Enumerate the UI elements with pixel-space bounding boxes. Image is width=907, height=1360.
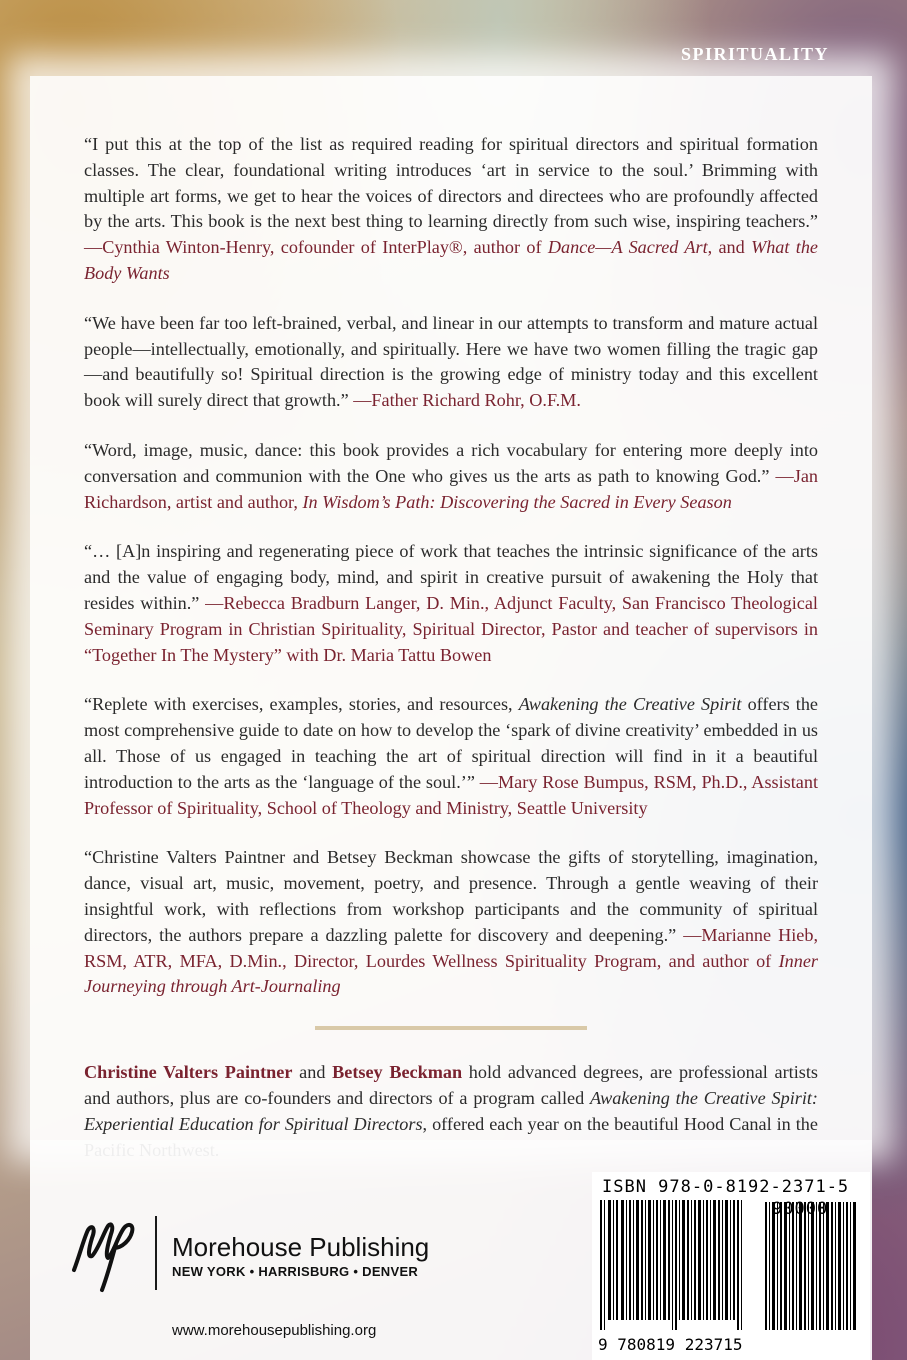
isbn-label: ISBN 978-0-8192-2371-5 bbox=[602, 1177, 850, 1197]
attribution-joiner: , and bbox=[707, 237, 752, 258]
quote-text: “Word, image, music, dance: this book provides a rich vocabulary for entering more deeply into conversation and communion with the One who gives us the arts as path to knowing God.” bbox=[84, 439, 818, 486]
quote-langer bbox=[84, 539, 818, 668]
quote-richardson bbox=[84, 438, 818, 515]
quote-rohr bbox=[84, 311, 818, 414]
quote-attribution: —Rebecca Bradburn Langer, D. Min., Adjunct Faculty, San Francisco Theological Seminary Program in Christian Spirituality, Spiritual Director, Pastor and teacher of supervisors in “Together In The Mystery” with Dr. Maria Tattu Bowen bbox=[84, 592, 818, 665]
book-title: Dance—A Sacred Art bbox=[547, 237, 708, 258]
bio-joiner: and bbox=[292, 1062, 333, 1083]
program-title: Awakening the Creative Spirit: Experiential Education for Spiritual Directors bbox=[84, 1087, 818, 1134]
publisher-cities: NEW YORK • HARRISBURG • DENVER bbox=[172, 1264, 419, 1279]
quote-attribution: —Cynthia Winton-Henry, cofounder of InterPlay®, author of bbox=[84, 237, 548, 258]
quote-winton-henry bbox=[84, 132, 818, 287]
book-title-inline: Awakening the Creative Spirit bbox=[518, 694, 742, 715]
book-title: What the Body Wants bbox=[84, 237, 818, 283]
book-title: Inner Journeying through Art-Journaling bbox=[84, 950, 818, 997]
quote-text: offers the most comprehensive guide to date on how to develop the ‘spark of divine creativity’ embedded in us all. Those of us engaged in teaching the art of spiritual direction will find in it a beautiful introduction to the arts as the ‘language of the soul.’” bbox=[84, 694, 818, 792]
publisher-name: Morehouse Publishing bbox=[172, 1232, 430, 1262]
quote-attribution: —Marianne Hieb, RSM, ATR, MFA, D.Min., Director, Lourdes Wellness Spirituality Program, and author of bbox=[84, 924, 818, 971]
bio-text: hold advanced degrees, are professional artists and authors, plus are co-founders and directors of a program called bbox=[84, 1062, 818, 1108]
quote-text: “We have been far too left-brained, verbal, and linear in our attempts to transform and mature actual people—intellectually, emotionally, and spiritually. Here we have two women filling the tragic gap—and beautifully so! Spiritual direction is the growing edge of ministry today and this excellent book will surely direct that growth.” bbox=[84, 312, 818, 411]
barcode-digits: 9 780819 223715 bbox=[598, 1335, 743, 1354]
quote-attribution: —Jan Richardson, artist and author, bbox=[84, 465, 818, 512]
author-name: Christine Valters Paintner bbox=[84, 1062, 293, 1083]
quote-attribution: —Father Richard Rohr, O.F.M. bbox=[348, 390, 581, 411]
category-label: SPIRITUALITY bbox=[680, 44, 829, 64]
section-divider bbox=[315, 1026, 587, 1030]
logo-separator bbox=[155, 1216, 157, 1290]
quote-text: “Replete with exercises, examples, stories, and resources, bbox=[84, 694, 519, 715]
quote-hieb bbox=[84, 845, 818, 1000]
author-name: Betsey Beckman bbox=[332, 1062, 463, 1083]
quote-text: “Christine Valters Paintner and Betsey Beckman showcase the gifts of storytelling, imagination, dance, visual art, music, movement, poetry, and presence. Through a gentle weaving of their insightful work, with reflections from workshop participants and the community of spiritual directors, the authors prepare a dazzling palette for discovery and deepening.” bbox=[84, 847, 818, 945]
blurb-content bbox=[84, 132, 818, 1163]
quote-attribution: —Mary Rose Bumpus, RSM, Ph.D., Assistant Professor of Spirituality, School of Theology and Ministry, Seattle University bbox=[84, 771, 818, 818]
quote-bumpus bbox=[84, 692, 818, 821]
barcode-icon bbox=[598, 1200, 860, 1330]
quote-text: “… [A]n inspiring and regenerating piece of work that teaches the intrinsic significance of the arts and the value of engaging body, mind, and spirit in creative pursuit of awakening the Holy that resides within.” bbox=[84, 541, 818, 613]
bio-text: , offered each year on the beautiful Hood Canal in the bbox=[422, 1113, 818, 1134]
publisher-website[interactable]: www.morehousepublishing.org bbox=[172, 1322, 377, 1339]
quote-text: “I put this at the top of the list as required reading for spiritual directors and spiritual formation classes. The clear, foundational writing introduces ‘art in service to the soul.’ Brimming with multiple art forms, we get to hear the voices of directors and directees who are profoundly affected by the arts. This book is the next best thing to learning directly from such wise, inspiring teachers.” bbox=[84, 134, 818, 232]
publisher-logo-icon bbox=[70, 1214, 140, 1294]
book-title: In Wisdom’s Path: Discovering the Sacred in Every Season bbox=[302, 491, 732, 512]
